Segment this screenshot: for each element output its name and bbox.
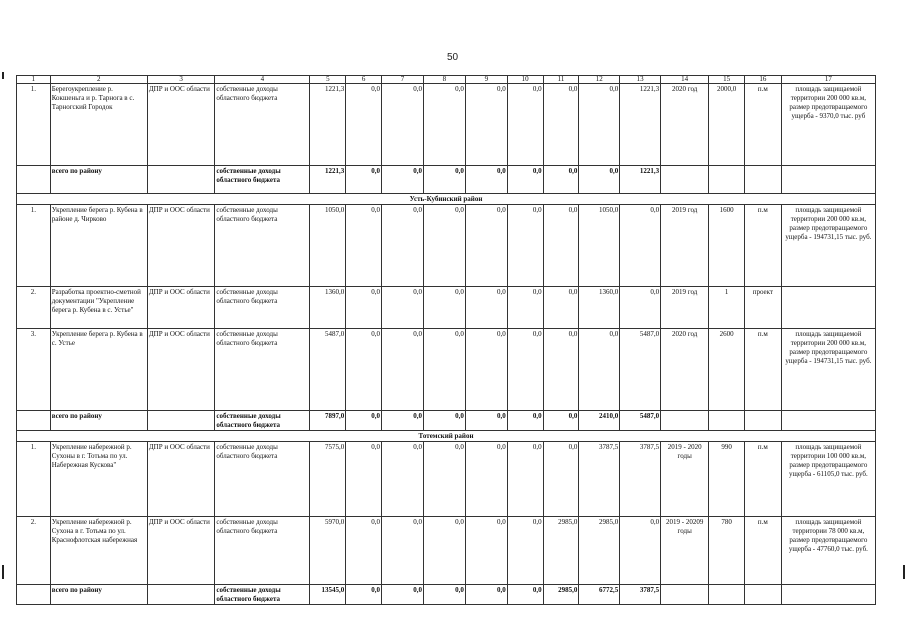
amount-2018: 0,0 bbox=[507, 442, 543, 517]
amount-2016: 0,0 bbox=[423, 329, 465, 411]
amount-2021: 0,0 bbox=[620, 287, 661, 329]
measure-name: Разработка проектно-сметной документации "Укрепление берега р. Кубена в с. Устье" bbox=[50, 287, 147, 329]
column-number: 8 bbox=[423, 76, 465, 84]
amount-2016: 0,0 bbox=[423, 287, 465, 329]
amount-2017: 0,0 bbox=[465, 517, 507, 585]
funding-source: собственные доходы областного бюджета bbox=[215, 442, 310, 517]
table-row bbox=[17, 442, 876, 517]
completion-year: 2019 год bbox=[661, 287, 709, 329]
measure-name: всего по району bbox=[50, 585, 147, 605]
amount-2019: 0,0 bbox=[543, 166, 579, 194]
amount-2014: 0,0 bbox=[346, 287, 382, 329]
amount-2020: 0,0 bbox=[579, 84, 620, 166]
quantity: 2600 bbox=[709, 329, 745, 411]
measure-name: Укрепление набережной р. Сухона в г. Тотьма по ул. Краснофлотская набережная bbox=[50, 517, 147, 585]
executor bbox=[147, 585, 214, 605]
measure-name: Укрепление берега р. Кубена в с. Устье bbox=[50, 329, 147, 411]
expected-effect bbox=[781, 411, 875, 431]
unit: п.м bbox=[744, 205, 781, 287]
executor: ДПР и ООС области bbox=[147, 84, 214, 166]
expected-effect: площадь защищаемой территории 200 000 кв.м, размер предотвращаемого ущерба - 194731,15 тыс. руб. bbox=[781, 205, 875, 287]
amount-2020: 2410,0 bbox=[579, 411, 620, 431]
column-number: 1 bbox=[17, 76, 51, 84]
amount-2020: 6772,5 bbox=[579, 585, 620, 605]
column-number: 3 bbox=[147, 76, 214, 84]
quantity: 1 bbox=[709, 287, 745, 329]
expected-effect bbox=[781, 287, 875, 329]
amount-2015: 0,0 bbox=[382, 585, 424, 605]
page-number: 50 bbox=[446, 52, 459, 63]
district-row bbox=[17, 194, 876, 205]
amount-2019: 0,0 bbox=[543, 411, 579, 431]
amount-2019: 2985,0 bbox=[543, 517, 579, 585]
amount-total: 1050,0 bbox=[310, 205, 346, 287]
unit bbox=[744, 411, 781, 431]
amount-2016: 0,0 bbox=[423, 585, 465, 605]
amount-2018: 0,0 bbox=[507, 585, 543, 605]
unit: п.м bbox=[744, 84, 781, 166]
amount-2016: 0,0 bbox=[423, 84, 465, 166]
scan-edge-mark bbox=[2, 565, 4, 579]
amount-2017: 0,0 bbox=[465, 205, 507, 287]
measure-name: всего по району bbox=[50, 166, 147, 194]
row-number bbox=[17, 166, 51, 194]
column-number: 9 bbox=[465, 76, 507, 84]
unit: п.м bbox=[744, 442, 781, 517]
district-row bbox=[17, 431, 876, 442]
expected-effect: площадь защищаемой территории 78 000 кв.м, размер предотвращаемого ущерба - 47760,0 тыс. руб. bbox=[781, 517, 875, 585]
row-number bbox=[17, 585, 51, 605]
amount-total: 5487,0 bbox=[310, 329, 346, 411]
header-row bbox=[17, 76, 876, 84]
amount-2017: 0,0 bbox=[465, 84, 507, 166]
amount-2016: 0,0 bbox=[423, 166, 465, 194]
expected-effect: площадь защищаемой территории 100 000 кв.м, размер предотвращаемого ущерба - 61105,0 тыс. руб. bbox=[781, 442, 875, 517]
table-row bbox=[17, 205, 876, 287]
budget-table bbox=[16, 75, 876, 605]
executor: ДПР и ООС области bbox=[147, 287, 214, 329]
amount-2014: 0,0 bbox=[346, 442, 382, 517]
table-row bbox=[17, 287, 876, 329]
amount-2019: 2985,0 bbox=[543, 585, 579, 605]
quantity: 1600 bbox=[709, 205, 745, 287]
completion-year: 2019 - 2020 годы bbox=[661, 442, 709, 517]
amount-2014: 0,0 bbox=[346, 205, 382, 287]
amount-total: 1221,3 bbox=[310, 84, 346, 166]
amount-2015: 0,0 bbox=[382, 411, 424, 431]
measure-name: всего по району bbox=[50, 411, 147, 431]
measure-name: Укрепление набережной р. Сухоны в г. Тотьма по ул. Набережная Кускова" bbox=[50, 442, 147, 517]
completion-year bbox=[661, 166, 709, 194]
amount-2021: 1221,3 bbox=[620, 166, 661, 194]
amount-2014: 0,0 bbox=[346, 585, 382, 605]
column-number: 14 bbox=[661, 76, 709, 84]
funding-source: собственные доходы областного бюджета bbox=[215, 205, 310, 287]
amount-2014: 0,0 bbox=[346, 329, 382, 411]
column-number: 11 bbox=[543, 76, 579, 84]
column-number: 6 bbox=[346, 76, 382, 84]
amount-2021: 5487,0 bbox=[620, 411, 661, 431]
amount-total: 7575,0 bbox=[310, 442, 346, 517]
amount-2017: 0,0 bbox=[465, 585, 507, 605]
amount-2014: 0,0 bbox=[346, 84, 382, 166]
funding-source: собственные доходы областного бюджета bbox=[215, 585, 310, 605]
executor: ДПР и ООС области bbox=[147, 329, 214, 411]
amount-total: 7897,0 bbox=[310, 411, 346, 431]
quantity: 780 bbox=[709, 517, 745, 585]
amount-2019: 0,0 bbox=[543, 205, 579, 287]
amount-2017: 0,0 bbox=[465, 329, 507, 411]
amount-2017: 0,0 bbox=[465, 442, 507, 517]
district-total-row bbox=[17, 411, 876, 431]
unit: п.м bbox=[744, 517, 781, 585]
amount-2015: 0,0 bbox=[382, 205, 424, 287]
amount-2018: 0,0 bbox=[507, 411, 543, 431]
row-number: 2. bbox=[17, 287, 51, 329]
amount-2021: 0,0 bbox=[620, 205, 661, 287]
expected-effect bbox=[781, 166, 875, 194]
funding-source: собственные доходы областного бюджета bbox=[215, 166, 310, 194]
executor bbox=[147, 411, 214, 431]
amount-2016: 0,0 bbox=[423, 411, 465, 431]
executor: ДПР и ООС области bbox=[147, 517, 214, 585]
completion-year: 2020 год bbox=[661, 84, 709, 166]
column-number: 2 bbox=[50, 76, 147, 84]
amount-2021: 3787,5 bbox=[620, 585, 661, 605]
column-number: 15 bbox=[709, 76, 745, 84]
amount-2020: 1050,0 bbox=[579, 205, 620, 287]
amount-2020: 1360,0 bbox=[579, 287, 620, 329]
completion-year: 2019 - 20209 годы bbox=[661, 517, 709, 585]
executor: ДПР и ООС области bbox=[147, 442, 214, 517]
amount-2020: 3787,5 bbox=[579, 442, 620, 517]
completion-year bbox=[661, 585, 709, 605]
amount-2020: 0,0 bbox=[579, 166, 620, 194]
completion-year bbox=[661, 411, 709, 431]
amount-2021: 1221,3 bbox=[620, 84, 661, 166]
district-total-row bbox=[17, 585, 876, 605]
table-row bbox=[17, 329, 876, 411]
district-total-row bbox=[17, 166, 876, 194]
executor: ДПР и ООС области bbox=[147, 205, 214, 287]
column-number: 17 bbox=[781, 76, 875, 84]
column-number: 13 bbox=[620, 76, 661, 84]
amount-2018: 0,0 bbox=[507, 84, 543, 166]
amount-2015: 0,0 bbox=[382, 517, 424, 585]
funding-source: собственные доходы областного бюджета bbox=[215, 287, 310, 329]
column-number: 10 bbox=[507, 76, 543, 84]
amount-2021: 3787,5 bbox=[620, 442, 661, 517]
funding-source: собственные доходы областного бюджета bbox=[215, 84, 310, 166]
column-number: 16 bbox=[744, 76, 781, 84]
unit bbox=[744, 585, 781, 605]
amount-2016: 0,0 bbox=[423, 517, 465, 585]
measure-name: Берегоукрепление р. Кокшеньга и р. Тарнога в с. Тарногский Городок bbox=[50, 84, 147, 166]
expected-effect: площадь защищаемой территории 200 000 кв.м, размер предотвращаемого ущерба - 194731,15 тыс. руб. bbox=[781, 329, 875, 411]
amount-2019: 0,0 bbox=[543, 287, 579, 329]
column-number: 4 bbox=[215, 76, 310, 84]
amount-2019: 0,0 bbox=[543, 442, 579, 517]
row-number: 1. bbox=[17, 205, 51, 287]
amount-2018: 0,0 bbox=[507, 166, 543, 194]
district-name: Усть-Кубинский район bbox=[17, 194, 876, 205]
amount-2014: 0,0 bbox=[346, 411, 382, 431]
funding-source: собственные доходы областного бюджета bbox=[215, 329, 310, 411]
row-number: 1. bbox=[17, 442, 51, 517]
amount-2018: 0,0 bbox=[507, 287, 543, 329]
district-name: Тотемский район bbox=[17, 431, 876, 442]
amount-2017: 0,0 bbox=[465, 166, 507, 194]
column-number: 12 bbox=[579, 76, 620, 84]
amount-2019: 0,0 bbox=[543, 84, 579, 166]
unit: проект bbox=[744, 287, 781, 329]
completion-year: 2019 год bbox=[661, 205, 709, 287]
unit: п.м bbox=[744, 329, 781, 411]
amount-2015: 0,0 bbox=[382, 442, 424, 517]
quantity bbox=[709, 585, 745, 605]
funding-source: собственные доходы областного бюджета bbox=[215, 517, 310, 585]
row-number: 1. bbox=[17, 84, 51, 166]
unit bbox=[744, 166, 781, 194]
quantity: 2000,0 bbox=[709, 84, 745, 166]
amount-2018: 0,0 bbox=[507, 517, 543, 585]
amount-2021: 5487,0 bbox=[620, 329, 661, 411]
table-row bbox=[17, 84, 876, 166]
amount-2014: 0,0 bbox=[346, 166, 382, 194]
amount-2015: 0,0 bbox=[382, 287, 424, 329]
row-number: 2. bbox=[17, 517, 51, 585]
expected-effect bbox=[781, 585, 875, 605]
quantity bbox=[709, 411, 745, 431]
column-number: 7 bbox=[382, 76, 424, 84]
funding-source: собственные доходы областного бюджета bbox=[215, 411, 310, 431]
expected-effect: площадь защищаемой территории 200 000 кв.м, размер предотвращаемого ущерба - 9370,0 тыс. руб bbox=[781, 84, 875, 166]
amount-2018: 0,0 bbox=[507, 329, 543, 411]
amount-2017: 0,0 bbox=[465, 287, 507, 329]
measure-name: Укрепление берега р. Кубена в районе д. Чирково bbox=[50, 205, 147, 287]
row-number bbox=[17, 411, 51, 431]
amount-total: 1221,3 bbox=[310, 166, 346, 194]
scan-edge-mark bbox=[2, 72, 4, 79]
amount-2015: 0,0 bbox=[382, 329, 424, 411]
amount-2020: 0,0 bbox=[579, 329, 620, 411]
amount-total: 5970,0 bbox=[310, 517, 346, 585]
row-number: 3. bbox=[17, 329, 51, 411]
amount-2020: 2985,0 bbox=[579, 517, 620, 585]
column-number: 5 bbox=[310, 76, 346, 84]
amount-2017: 0,0 bbox=[465, 411, 507, 431]
amount-2021: 0,0 bbox=[620, 517, 661, 585]
amount-2015: 0,0 bbox=[382, 84, 424, 166]
amount-2016: 0,0 bbox=[423, 205, 465, 287]
amount-2015: 0,0 bbox=[382, 166, 424, 194]
amount-2018: 0,0 bbox=[507, 205, 543, 287]
amount-2014: 0,0 bbox=[346, 517, 382, 585]
amount-total: 1360,0 bbox=[310, 287, 346, 329]
table-row bbox=[17, 517, 876, 585]
amount-2016: 0,0 bbox=[423, 442, 465, 517]
completion-year: 2020 год bbox=[661, 329, 709, 411]
executor bbox=[147, 166, 214, 194]
amount-2019: 0,0 bbox=[543, 329, 579, 411]
quantity bbox=[709, 166, 745, 194]
quantity: 990 bbox=[709, 442, 745, 517]
amount-total: 13545,0 bbox=[310, 585, 346, 605]
